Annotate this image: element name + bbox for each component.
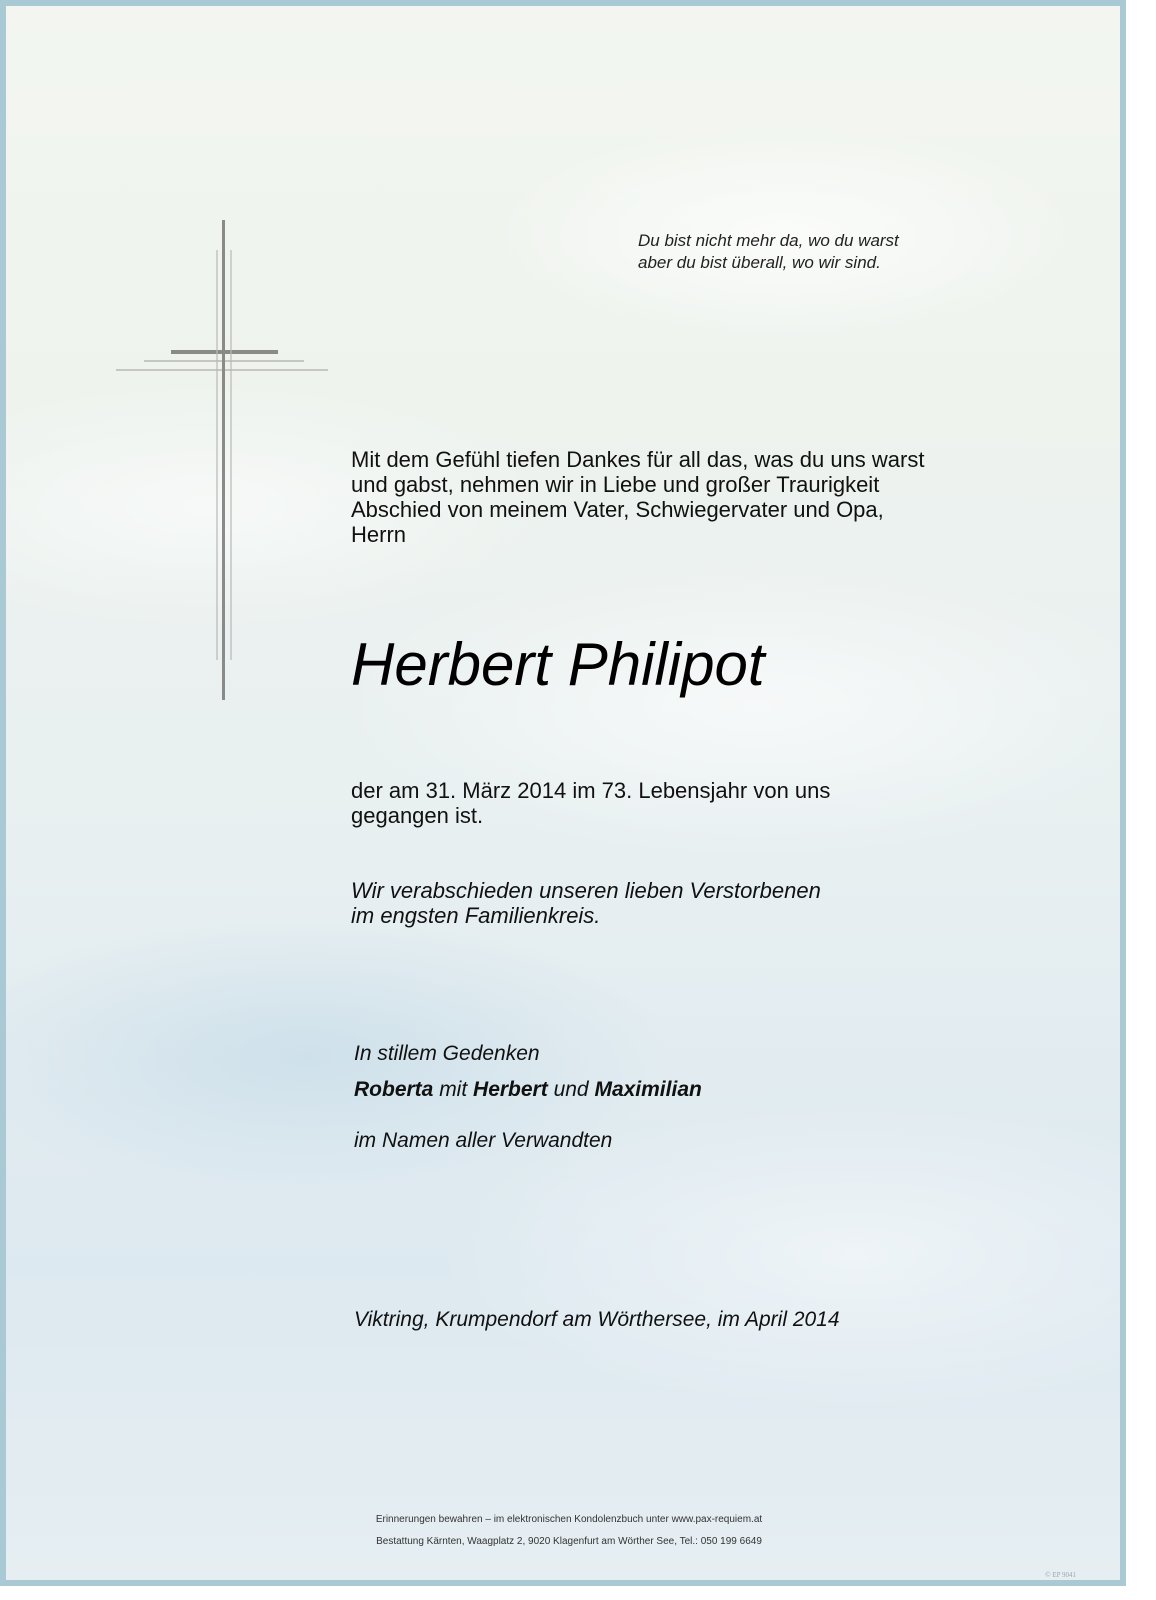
family-names — [354, 1077, 702, 1102]
relatives-line: im Namen aller Verwandten — [354, 1129, 613, 1152]
farewell-line-2: im engsten Familienkreis. — [351, 903, 601, 928]
remembrance-line: In stillem Gedenken — [354, 1042, 540, 1065]
death-notice-line-1: der am 31. März 2014 im 73. Lebensjahr von uns — [351, 778, 831, 803]
print-mark: © EP 9041 — [1045, 1571, 1076, 1579]
farewell-line-1: Wir verabschieden unseren lieben Verstorbenen — [351, 878, 821, 903]
footer-undertaker-line: Bestattung Kärnten, Waagplatz 2, 9020 Klagenfurt am Wörther See, Tel.: 050 199 6649 — [376, 1536, 762, 1547]
family-join-1: mit — [433, 1078, 474, 1101]
intro-line-3: Abschied von meinem Vater, Schwiegervater und Opa, — [351, 497, 884, 522]
quote-block — [638, 230, 899, 274]
family-name-herbert: Herbert — [473, 1078, 548, 1101]
family-name-maximilian: Maximilian — [594, 1078, 702, 1101]
quote-line-1: Du bist nicht mehr da, wo du warst — [638, 231, 899, 250]
death-notice-line-2: gegangen ist. — [351, 803, 484, 828]
farewell-notice — [351, 878, 821, 928]
intro-line-2: und gabst, nehmen wir in Liebe und großer Traurigkeit — [351, 472, 880, 497]
quote-line-2: aber du bist überall, wo wir sind. — [638, 253, 881, 272]
page-margin-right — [1126, 0, 1156, 1600]
family-name-roberta: Roberta — [354, 1078, 434, 1101]
deceased-name: Herbert Philipot — [351, 631, 765, 698]
intro-line-1: Mit dem Gefühl tiefen Dankes für all das, was du uns warst — [351, 447, 925, 472]
place-date: Viktring, Krumpendorf am Wörthersee, im April 2014 — [354, 1308, 840, 1331]
intro-line-4: Herrn — [351, 522, 407, 547]
cross-icon — [116, 220, 336, 700]
family-join-2: und — [547, 1078, 595, 1101]
death-notice — [351, 778, 830, 828]
footer-condolence-line: Erinnerungen bewahren – im elektronischen Kondolenzbuch unter www.pax-requiem.at — [375, 1514, 763, 1525]
intro-paragraph — [351, 447, 924, 547]
page-margin-bottom — [0, 1586, 1156, 1600]
